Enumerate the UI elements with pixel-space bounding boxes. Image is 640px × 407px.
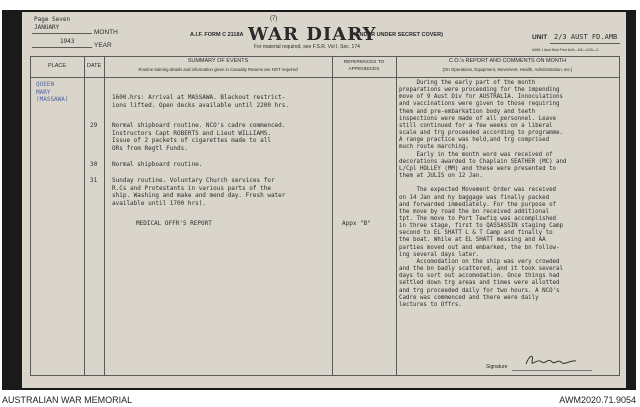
instructions-note: For material required, see F.S.R. Vol I, Sec. 174 [254, 44, 360, 50]
war-diary-page [22, 12, 626, 388]
col-place: PLACE [47, 63, 67, 69]
signature-mark [522, 352, 582, 370]
document-scan [2, 10, 636, 390]
unit-label: UNIT [532, 34, 548, 41]
entry-summary-30: Normal shipboard routine. [112, 161, 203, 168]
form-name: A.I.F. FORM C 2118A [190, 32, 244, 38]
printer-note: A996 1 Aust Mob Print Unit—1M—1/43—C [532, 48, 599, 52]
signature-label: Signature [486, 364, 508, 370]
entry-summary-arrival: 1600.hrs: Arrival at MASSAWA. Blackout restrict- ions lifted. Open decks available until 2200 hrs. [112, 94, 290, 109]
security-note: (RENDER UNDER SECRET COVER) [350, 32, 443, 38]
entry-date-31: 31 [90, 177, 98, 184]
appendix-ref: Appx "B" [342, 220, 371, 227]
form-ref: (7) [270, 16, 278, 22]
unit-value: 2/3 AUST FD.AMB [554, 33, 618, 41]
year-label: YEAR [94, 42, 112, 49]
col-date: DATE [86, 63, 102, 69]
col-report-sub: (On Operations, Equipment, Movement, Health, Administration, etc.) [442, 67, 573, 72]
medical-report-label: MEDICAL OFFR'S REPORT [136, 220, 212, 227]
entry-date-29: 29 [90, 122, 98, 129]
col-summary: SUMMARY OF EVENTS [187, 58, 249, 64]
page-label: Page Seven [34, 16, 71, 23]
col-refs: REFERENCES TO APPENDICES [343, 60, 385, 72]
co-report-text: During the early part of the month preparations were proceeding for the impending move of 9 Aust Div for AUSTRALIA. Innoculations and vaccinations were given to those requiring them and pre-embarkation body and teeth inspections were made of all personnel. Leave still continued for a few weeks on a liberal scale and trg proceeded according to programme. A range practice was held,and trg comprised much route marching. Early in the month word was received of decorations awarded to Chaplain SEATHER (MC) and L/Cpl HOLLEY (MM) and these were presented to them at JULIS on 12 Jan. The expected Movement Order was received on 14 Jan and hy baggage was finally packed and forwarded immediately. For the purpose of the move by road the bn received additional tpt. The move to Port Tewfiq was accomplished in three stage, first to QASSASSIN staging Camp second to EL SHATT L & T Camp and finally to the boat. While at EL SHATT messing and AA parties moved out and embarked, the bn follow- ing several days later. Accomodation on the ship was very crowded and the bn badly scattered, and it took several days to sort out accomodation. Once things had settled down trg areas and times were allotted and trg proceeded daily for two hours. A NCO's Cadre was commenced and there were daily lectures to Offrs. [399, 80, 567, 308]
col-report: C.O.'s REPORT AND COMMENTS ON MONTH [448, 58, 567, 64]
month-label: MONTH [94, 29, 118, 36]
col-summary-sub: Routine training details and information given in Casualty Returns are NOT required [138, 67, 298, 72]
page-title: WAR DIARY [248, 24, 377, 45]
year-value: 1943 [60, 38, 75, 45]
entry-date-30: 30 [90, 161, 98, 168]
footer-credit: AUSTRALIAN WAR MEMORIAL [2, 395, 133, 405]
place-entries: QUEEN MARY (MASSAWA) [36, 81, 69, 104]
footer-accession: AWM2020.71.9054 [559, 395, 636, 405]
entry-summary-29: Normal shipboard routine. NCO's cadre commenced. Instructors Capt ROBERTS and Lieut WILLIAMS. Issue of 2 packets of cigarettes made to all ORs from Regtl Funds. [112, 122, 286, 152]
entry-summary-31: Sunday routine. Voluntary Church services for R.Cs and Protestants in various parts of the ship. Washing and make and mend day. Fresh water available until 1700 hrs). [112, 177, 286, 207]
month-value: JANUARY [34, 24, 60, 31]
